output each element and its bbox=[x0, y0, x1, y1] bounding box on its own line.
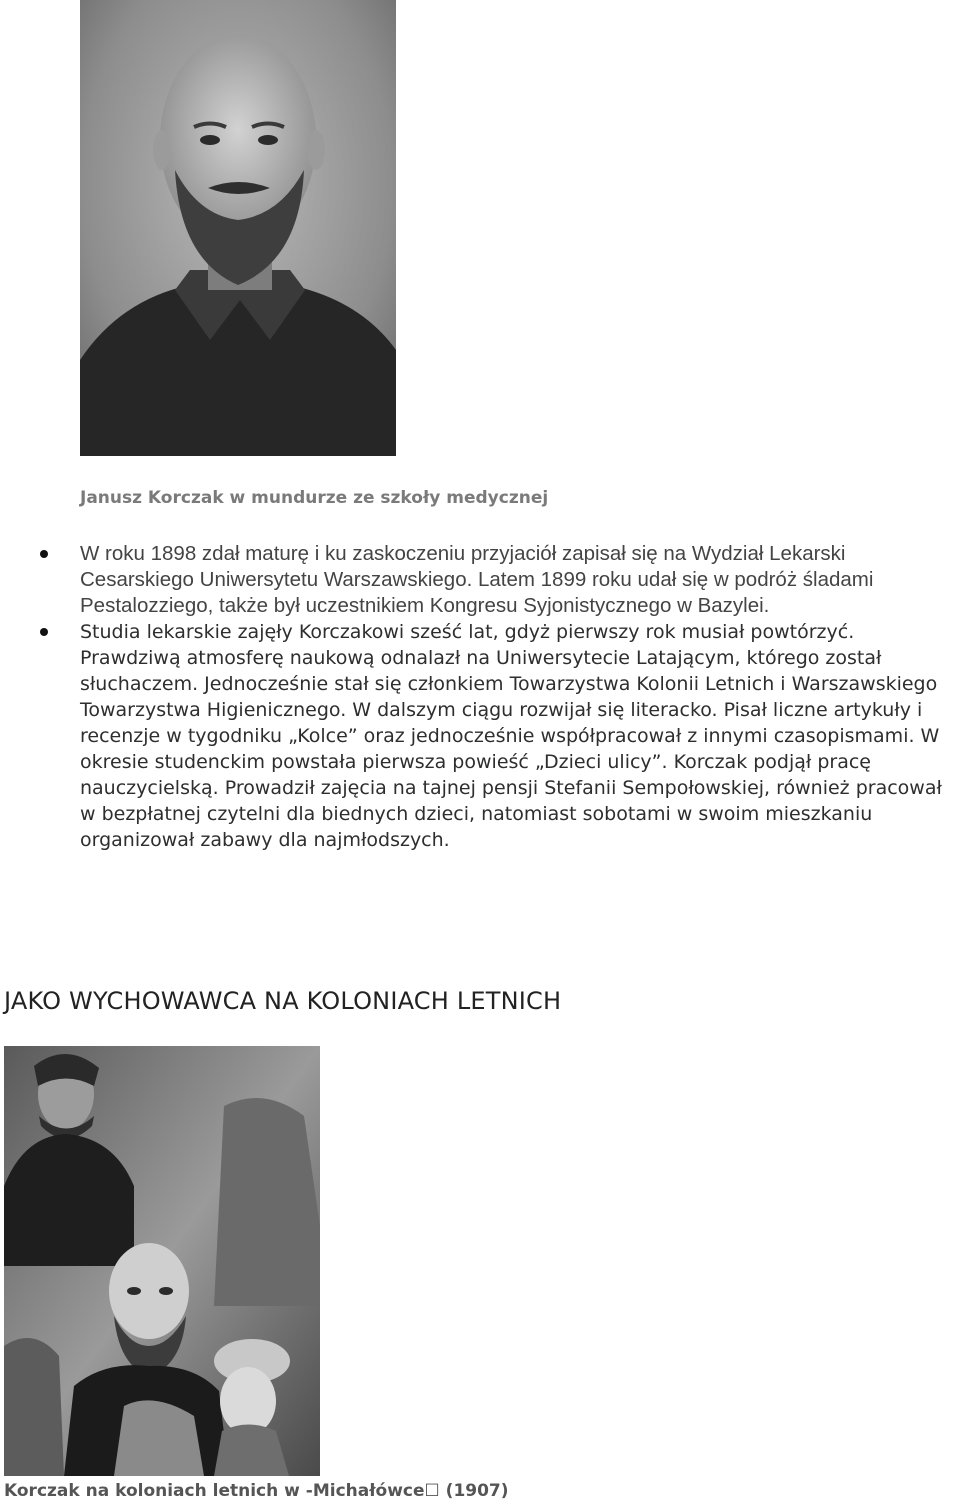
bullet-item-1 bbox=[80, 541, 950, 619]
bullet-icon bbox=[40, 628, 48, 636]
bullet-list bbox=[80, 541, 950, 853]
colony-caption: Korczak na koloniach letnich w -Michałówce☐ (1907) bbox=[4, 1481, 509, 1501]
portrait-caption: Janusz Korczak w mundurze ze szkoły medycznej bbox=[80, 488, 549, 508]
colony-photo bbox=[4, 1046, 320, 1476]
bullet-text-2: Studia lekarskie zajęły Korczakowi sześć lat, gdyż pierwszy rok musiał powtórzyć. Prawdziwą atmosferę naukową odnalazł na Uniwersytecie Latającym, którego został słuchaczem. Jednocześnie stał się członkiem Towarzystwa Kolonii Letnich i Warszawskiego Towarzystwa Higienicznego. W dalszym ciągu rozwijał się literacko. Pisał liczne artykuły i recenzje w tygodniku „Kolce” oraz jednocześnie współpracował z innymi czasopismami. W okresie studenckim powstała pierwsza powieść „Dzieci ulicy”. Korczak podjął pracę nauczycielską. Prowadził zajęcia na tajnej pensji Stefanii Sempołowskiej, również pracował w bezpłatnej czytelni dla biednych dzieci, natomiast sobotami w swoim mieszkaniu organizował zabawy dla najmłodszych. bbox=[80, 621, 942, 851]
bullet-text-1: W roku 1898 zdał maturę i ku zaskoczeniu przyjaciół zapisał się na Wydział Lekarski Cesarskiego Uniwersytetu Warszawskiego. Latem 1899 roku udał się w podróż śladami Pestalozziego, także był uczestnikiem Kongresu Syjonistycznego w Bazylei. bbox=[80, 542, 874, 617]
bullet-item-2 bbox=[80, 619, 950, 853]
portrait-photo bbox=[80, 0, 396, 456]
bullet-icon bbox=[40, 550, 48, 558]
section-heading: JAKO WYCHOWAWCA NA KOLONIACH LETNICH bbox=[4, 987, 562, 1015]
